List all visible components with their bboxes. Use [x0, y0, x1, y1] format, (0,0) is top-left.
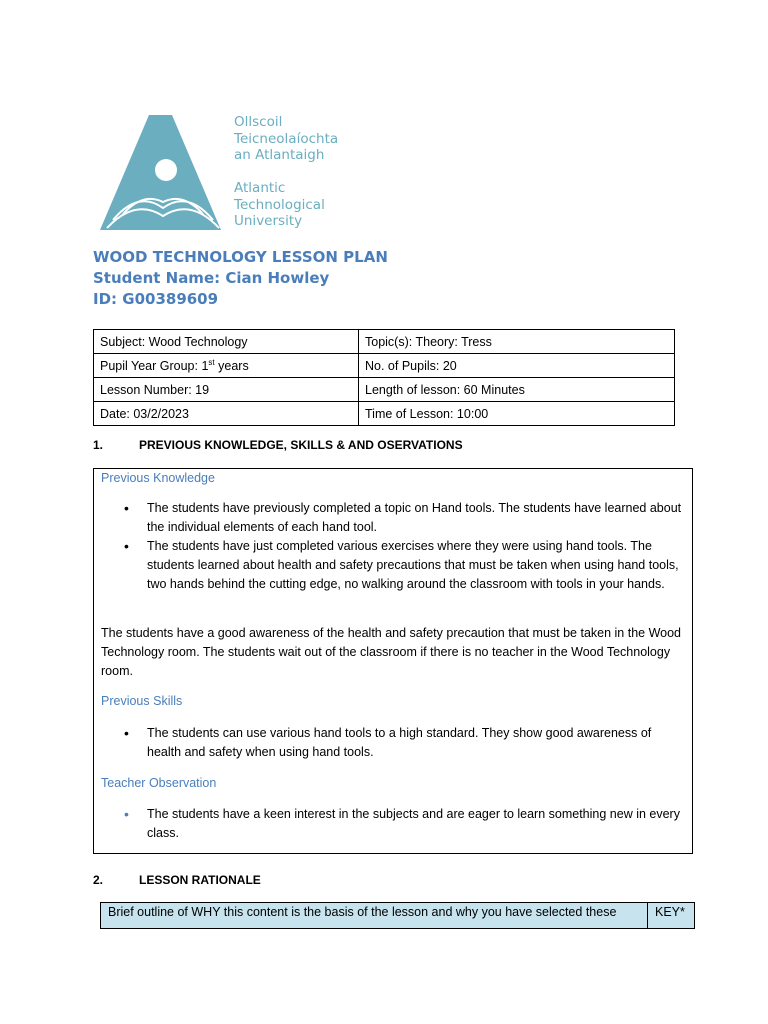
previous-knowledge-heading: Previous Knowledge — [101, 471, 215, 485]
date-cell: Date: 03/2/2023 — [94, 402, 359, 426]
student-id: ID: G00389609 — [93, 290, 219, 308]
pupils-cell: No. of Pupils: 20 — [359, 354, 675, 378]
list-item: • The students have a keen interest in the subjects and are eager to learn something new in every class. — [94, 805, 684, 843]
list-item: • The students have previously completed a topic on Hand tools. The students have learned about the individual elements of each hand tool. — [94, 499, 684, 537]
table-row — [94, 330, 675, 354]
knowledge-paragraph: The students have a good awareness of the health and safety precaution that must be taken in the Wood Technology room. The students wait out of the classroom if there is no teacher in the Wood Technology room. — [101, 626, 682, 678]
key-cell: KEY* — [648, 903, 695, 929]
section-1-title: 1. PREVIOUS KNOWLEDGE, SKILLS & AND OSERVATIONS — [93, 438, 463, 452]
table-row — [94, 354, 675, 378]
section-2-title: 2. LESSON RATIONALE — [93, 873, 261, 887]
time-cell: Time of Lesson: 10:00 — [359, 402, 675, 426]
table-row — [94, 402, 675, 426]
logo-irish-name: Ollscoil Teicneolaíochta an Atlantaigh — [234, 114, 339, 163]
previous-skills-heading: Previous Skills — [101, 694, 183, 708]
rationale-outline-cell: Brief outline of WHY this content is the basis of the lesson and why you have selected these — [101, 903, 648, 929]
topic-cell: Topic(s): Theory: Tress — [359, 330, 675, 354]
table-row — [94, 378, 675, 402]
skills-list — [94, 724, 684, 762]
teacher-observation-heading: Teacher Observation — [101, 776, 217, 790]
student-name: Student Name: Cian Howley — [93, 269, 330, 287]
subject-cell: Subject: Wood Technology — [94, 330, 359, 354]
lesson-number-cell: Lesson Number: 19 — [94, 378, 359, 402]
list-item: • The students can use various hand tools to a high standard. They show good awareness of health and safety when using hand tools. — [94, 724, 684, 762]
knowledge-list — [94, 499, 684, 594]
list-item: • The students have just completed various exercises where they were using hand tools. The students learned about health and safety precautions that must be taken when using hand tools, two hands behind the cutting edge, no walking around the classroom with tools in your hands. — [94, 537, 684, 594]
observation-list — [94, 805, 684, 843]
year-group-cell: Pupil Year Group: 1st years — [94, 354, 359, 378]
document-title: WOOD TECHNOLOGY LESSON PLAN — [93, 248, 388, 266]
table-row — [101, 903, 695, 929]
previous-knowledge-box — [93, 468, 693, 854]
lesson-info-table — [93, 329, 675, 426]
lesson-length-cell: Length of lesson: 60 Minutes — [359, 378, 675, 402]
logo-english-name: Atlantic Technological University — [234, 180, 325, 229]
rationale-table — [100, 902, 695, 929]
